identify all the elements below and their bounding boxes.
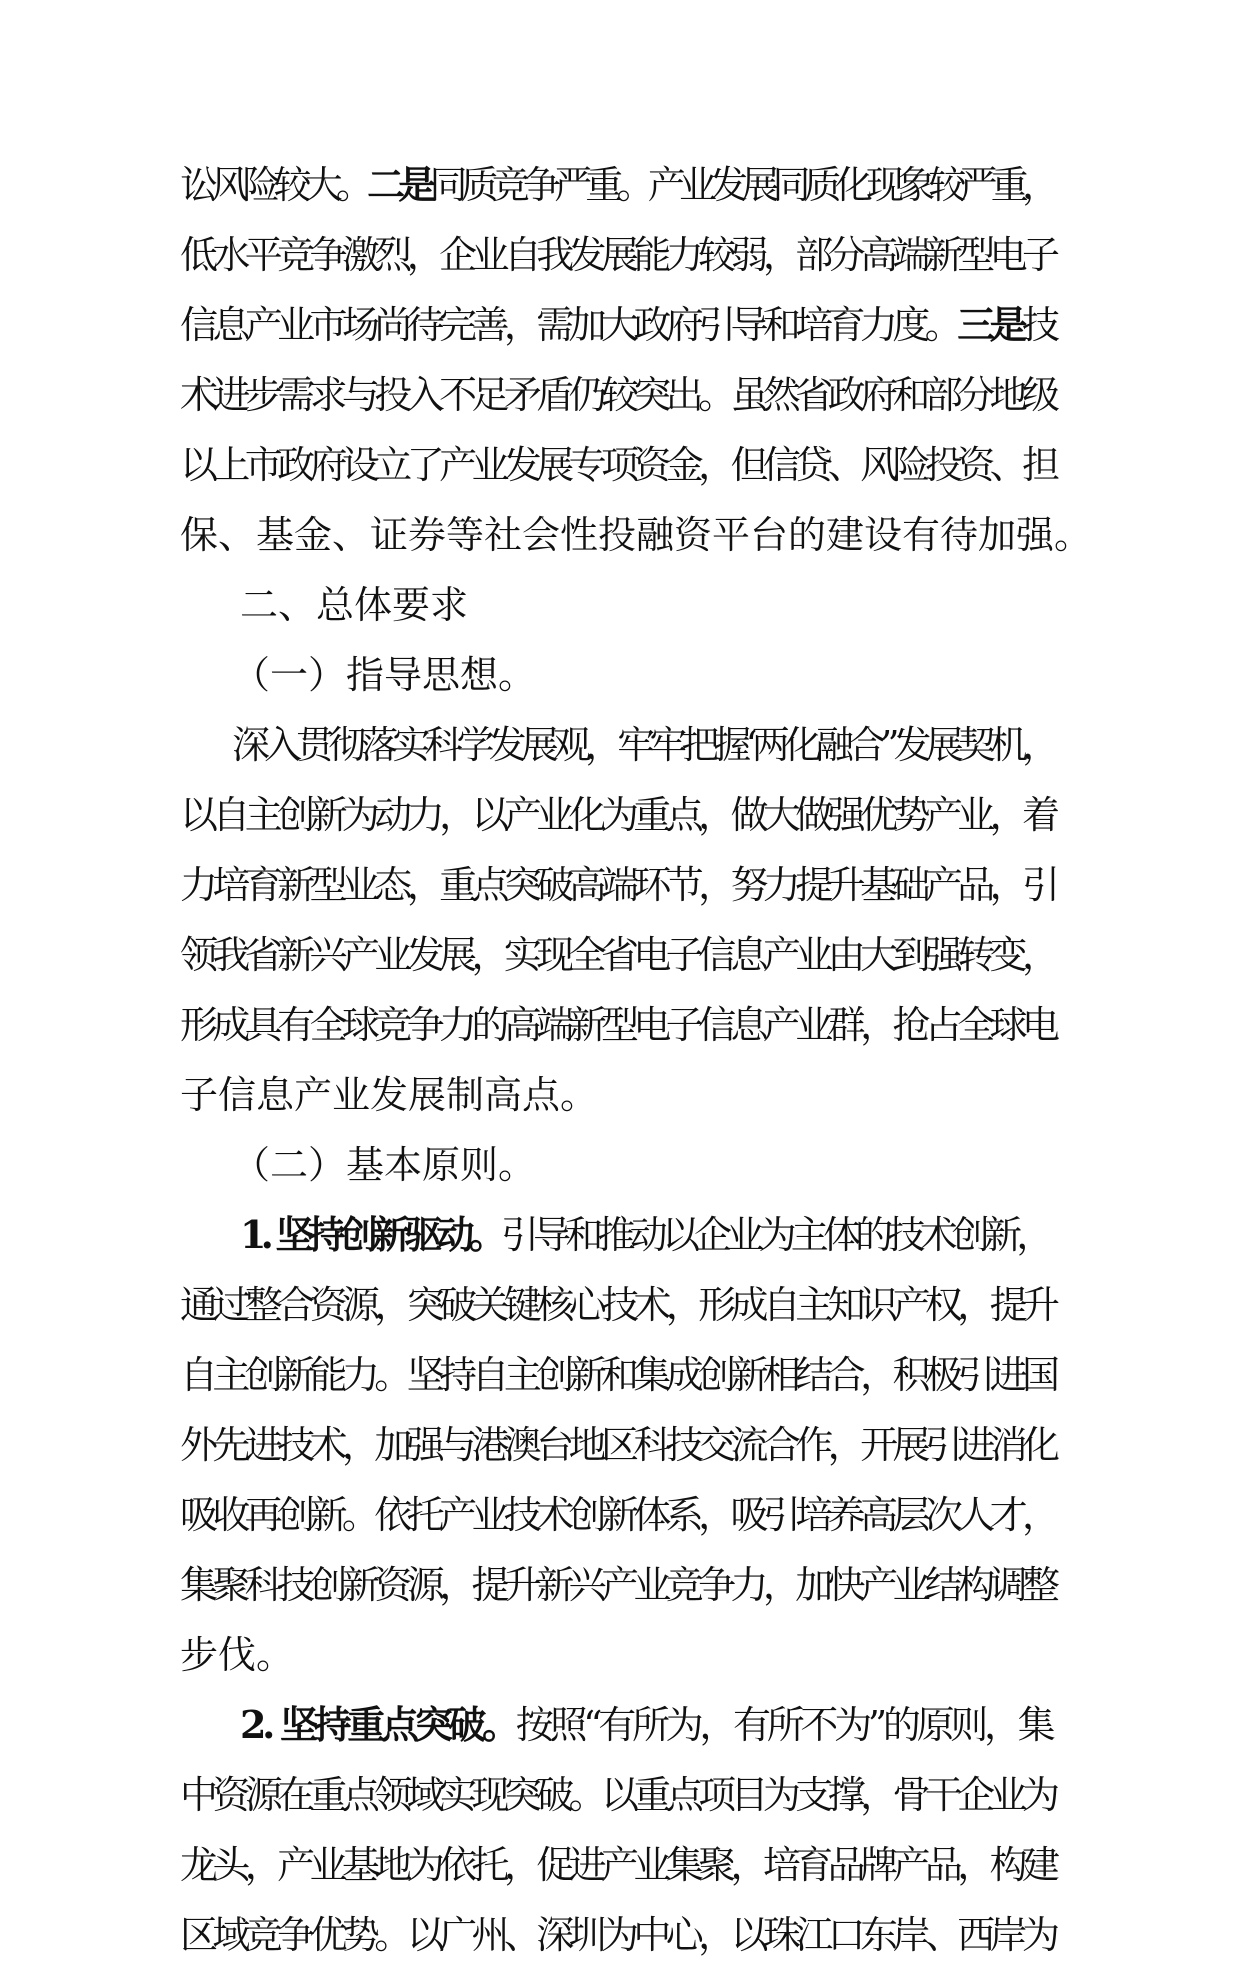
text-line: 讼风险较大。二是同质竞争严重。产业发展同质化现象较严重， [180, 162, 1054, 207]
paragraph-principle-2 [180, 1690, 1060, 1970]
text-line: 深入贯彻落实科学发展观，牢牢把握‘两化融合”发展契机， [232, 723, 1055, 767]
text-line: 中资源在重点领域实现突破。以重点项目为支撑，骨干企业为 [180, 1773, 1055, 1817]
text-line: 术进步需求与投入不足矛盾仍较突出。虽然省政府和部分地级 [180, 373, 1055, 417]
paragraph-risks [180, 150, 1093, 570]
section-heading: 二、总体要求 [240, 583, 469, 627]
document-page [180, 150, 1093, 1970]
text-line: 2. 坚持重点突破。按照“有所为，有所不为”的原则，集 [240, 1702, 1052, 1747]
text-line: 集聚科技创新资源，提升新兴产业竞争力，加快产业结构调整 [180, 1563, 1055, 1607]
text-line: 区域竞争优势。以广州、深圳为中心，以珠江口东岸、西岸为 [180, 1913, 1055, 1957]
text-line: 信息产业市场尚待完善，需加大政府引导和培育力度。三是技 [180, 302, 1055, 347]
text-line: 形成具有全球竞争力的高端新型电子信息产业群，抢占全球电 [180, 1003, 1055, 1047]
text-line: 1. 坚持创新驱动。引导和推动以企业为主体的技术创新， [240, 1212, 1049, 1257]
paragraph-guiding-thought [180, 710, 1060, 1130]
text-line: 领我省新兴产业发展，实现全省电子信息产业由大到强转变， [180, 933, 1055, 977]
text-line: 以自主创新为动力，以产业化为重点，做大做强优势产业，着 [180, 793, 1055, 837]
text-line: 低水平竞争激烈，企业自我发展能力较弱，部分高端新型电子 [180, 233, 1055, 277]
text-line: 龙头，产业基地为依托，促进产业集聚，培育品牌产品，构建 [180, 1843, 1055, 1887]
text-line: 自主创新能力。坚持自主创新和集成创新相结合，积极引进国 [180, 1353, 1055, 1397]
text-line: 通过整合资源，突破关键核心技术，形成自主知识产权，提升 [180, 1283, 1055, 1327]
subsection-heading: （一）指导思想。 [232, 653, 537, 697]
text-line: 吸收再创新。依托产业技术创新体系，吸引培养高层次人才， [180, 1493, 1055, 1537]
text-line: 子信息产业发展制高点。 [180, 1073, 599, 1117]
paragraph-principle-1 [180, 1200, 1060, 1690]
text-line: 以上市政府设立了产业发展专项资金，但信贷、风险投资、担 [180, 443, 1055, 487]
text-line: 外先进技术，加强与港澳台地区科技交流合作，开展引进消化 [180, 1423, 1055, 1467]
subsection-heading: （二）基本原则。 [232, 1143, 537, 1187]
text-line: 保、基金、证券等社会性投融资平台的建设有待加强。 [180, 513, 1093, 557]
text-line: 步伐。 [180, 1633, 295, 1677]
text-line: 力培育新型业态，重点突破高端环节，努力提升基础产品，引 [180, 863, 1055, 907]
